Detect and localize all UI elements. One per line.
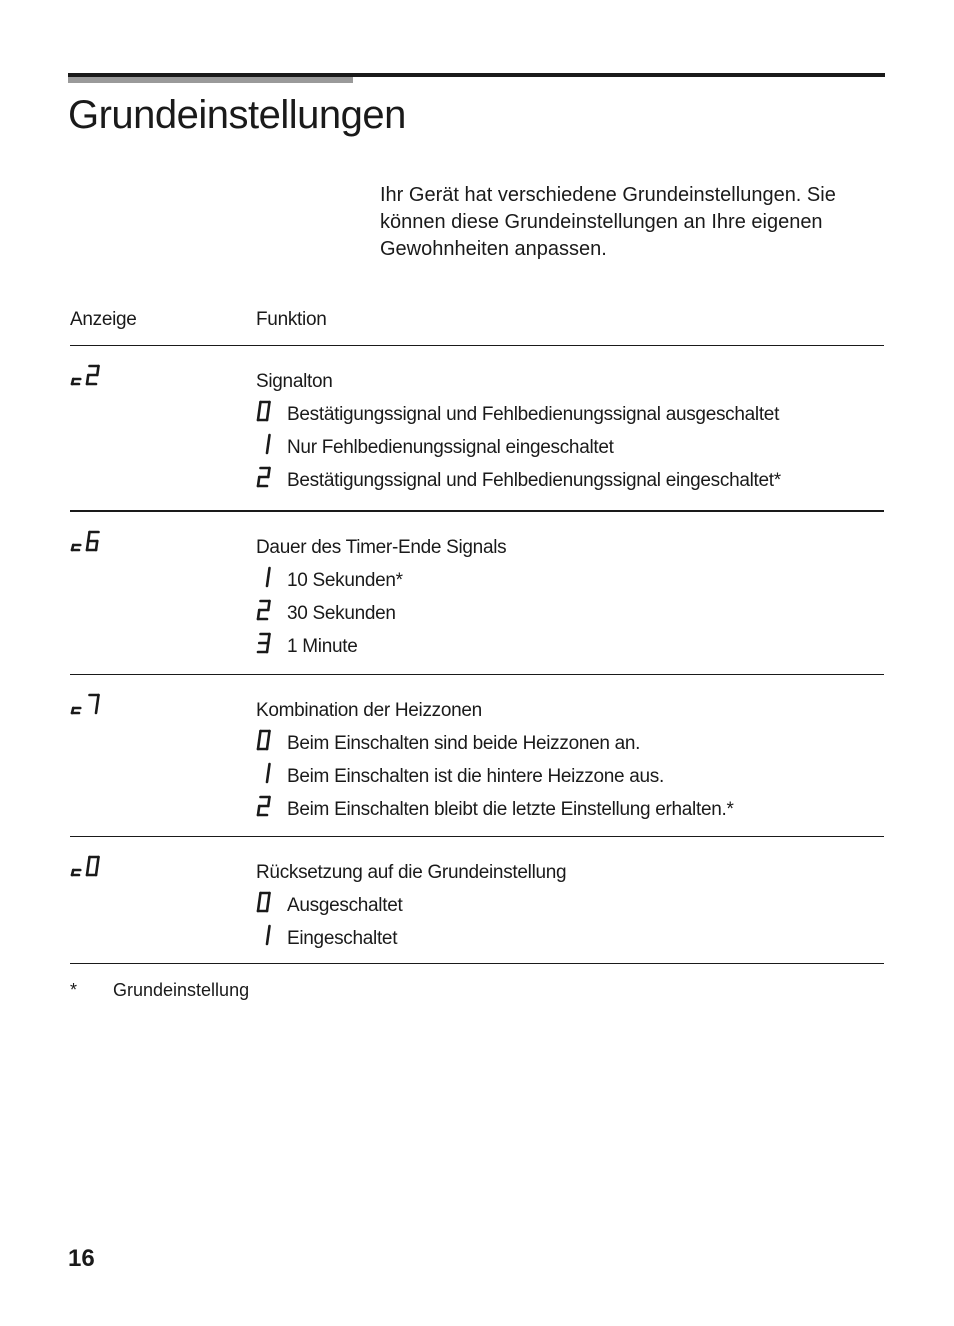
option-label: Beim Einschalten bleibt die letzte Einstellung erhalten.* [287,799,734,820]
option-row [256,470,876,500]
option-label: Bestätigungssignal und Fehlbedienungssignal eingeschaltet* [287,470,781,491]
header-display: Anzeige [70,309,137,330]
setting-title: Rücksetzung auf die Grundeinstellung [256,862,567,883]
option-label: Nur Fehlbedienungssignal eingeschaltet [287,437,614,458]
display-code-icon [70,364,110,394]
display-code-icon [70,530,110,560]
option-row [256,603,876,633]
display-code-icon [70,693,110,723]
setting-title: Kombination der Heizzonen [256,700,482,721]
digit-icon [256,599,276,625]
option-label: Beim Einschalten sind beide Heizzonen an. [287,733,641,754]
table-header [70,309,884,346]
setting-row-c6 [70,512,884,675]
display-code-icon [70,855,110,885]
digit-icon [256,433,276,459]
setting-row-c7 [70,675,884,837]
digit-icon [256,891,276,917]
option-row [256,404,876,434]
option-row [256,928,876,958]
option-row [256,570,876,600]
option-label: 10 Sekunden* [287,570,403,591]
digit-icon [256,566,276,592]
option-row [256,437,876,467]
digit-icon [256,466,276,492]
setting-title: Dauer des Timer-Ende Signals [256,537,507,558]
option-label: Beim Einschalten ist die hintere Heizzone aus. [287,766,664,787]
setting-row-c2 [70,346,884,512]
page-title: Grundeinstellungen [68,93,406,137]
option-label: Eingeschaltet [287,928,398,949]
digit-icon [256,632,276,658]
option-row [256,799,876,829]
header-function: Funktion [256,309,327,330]
footnote-text: Grundeinstellung [113,980,250,1000]
option-label: 1 Minute [287,636,358,657]
digit-icon [256,729,276,755]
option-row [256,733,876,763]
title-rule-accent [68,77,353,83]
option-label: Bestätigungssignal und Fehlbedienungssignal ausgeschaltet [287,404,780,425]
digit-icon [256,400,276,426]
option-label: 30 Sekunden [287,603,396,624]
digit-icon [256,795,276,821]
option-row [256,766,876,796]
setting-title: Signalton [256,371,333,392]
page-number: 16 [68,1245,95,1272]
option-row [256,636,876,666]
option-row [256,895,876,925]
setting-row-c0 [70,837,884,964]
digit-icon [256,924,276,950]
option-label: Ausgeschaltet [287,895,403,916]
footnote-mark: * [70,980,78,1000]
intro-text: Ihr Gerät hat verschiedene Grundeinstellungen. Sie können diese Grundeinstellungen an Ihre eigenen Gewohnheiten anpassen. [380,184,836,260]
digit-icon [256,762,276,788]
